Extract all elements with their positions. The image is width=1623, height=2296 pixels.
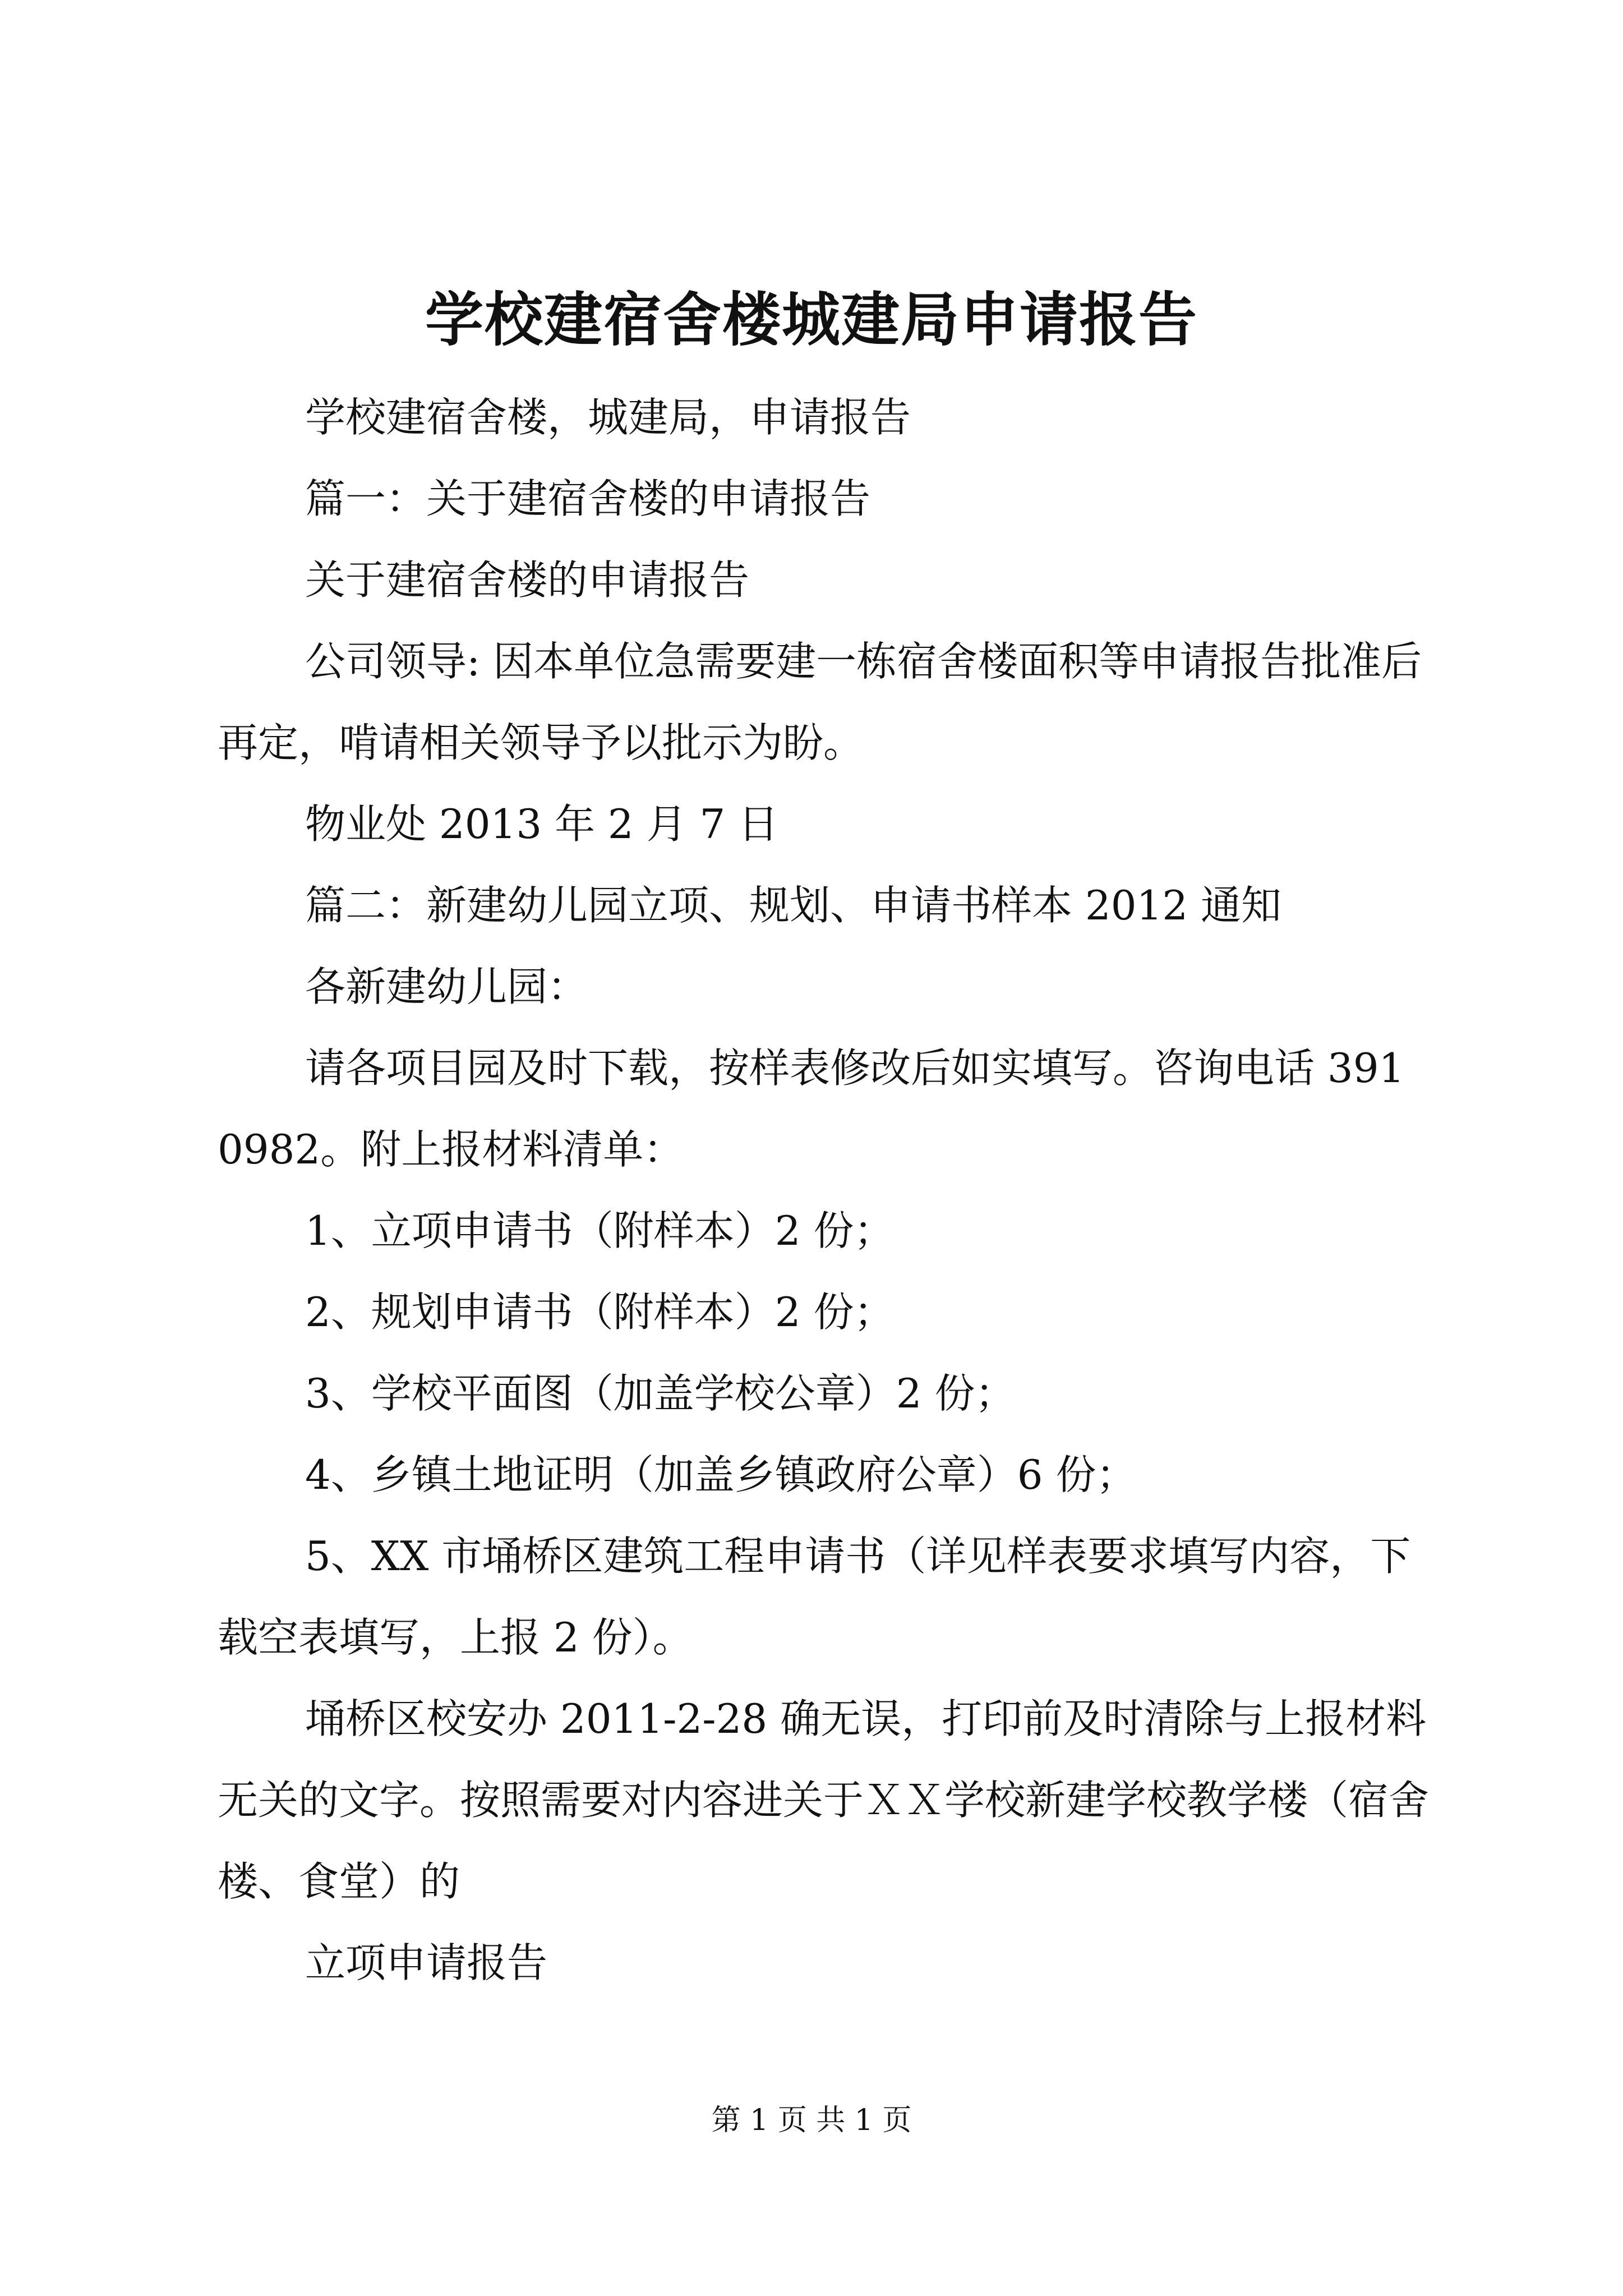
list-item: 2、规划申请书（附样本）2 份；: [305, 1289, 895, 1336]
paragraph: 学校建宿舍楼，城建局，申请报告: [305, 394, 911, 441]
document-body: [218, 377, 1429, 2004]
list-item: 1、立项申请书（附样本）2 份；: [305, 1207, 895, 1254]
list-item: 4、乡镇土地证明（加盖乡镇政府公章）6 份；: [305, 1451, 1137, 1498]
list-item: 3、学校平面图（加盖学校公章）2 份；: [305, 1370, 1016, 1417]
list-item: 5、XX 市埇桥区建筑工程申请书（详见样表要求填写内容，下载空表填写，上报 2 份）。: [218, 1533, 1411, 1661]
paragraph: 篇二：新建幼儿园立项、规划、申请书样本 2012 通知: [305, 882, 1282, 929]
page-footer: 第 1 页 共 1 页: [711, 2104, 912, 2137]
paragraph: 关于建宿舍楼的申请报告: [305, 556, 750, 604]
paragraph: 物业处 2013 年 2 月 7 日: [305, 800, 779, 848]
paragraph: 埇桥区校安办 2011-2-28 确无误，打印前及时清除与上报材料无关的文字。按照需要对内容进关于ＸＸ学校新建学校教学楼（宿舍楼、食堂）的: [218, 1695, 1430, 1905]
paragraph: 篇一：关于建宿舍楼的申请报告: [305, 475, 871, 522]
document-title: 学校建宿舍楼城建局申请报告: [425, 285, 1198, 354]
paragraph: 公司领导: 因本单位急需要建一栋宿舍楼面积等申请报告批准后再定，啃请相关领导予以批示为盼。: [218, 638, 1422, 766]
paragraph: 请各项目园及时下载，按样表修改后如实填写。咨询电话 3910982。附上报材料清单：: [218, 1045, 1405, 1173]
paragraph: 立项申请报告: [305, 1939, 548, 1986]
paragraph: 各新建幼儿园：: [305, 963, 588, 1010]
